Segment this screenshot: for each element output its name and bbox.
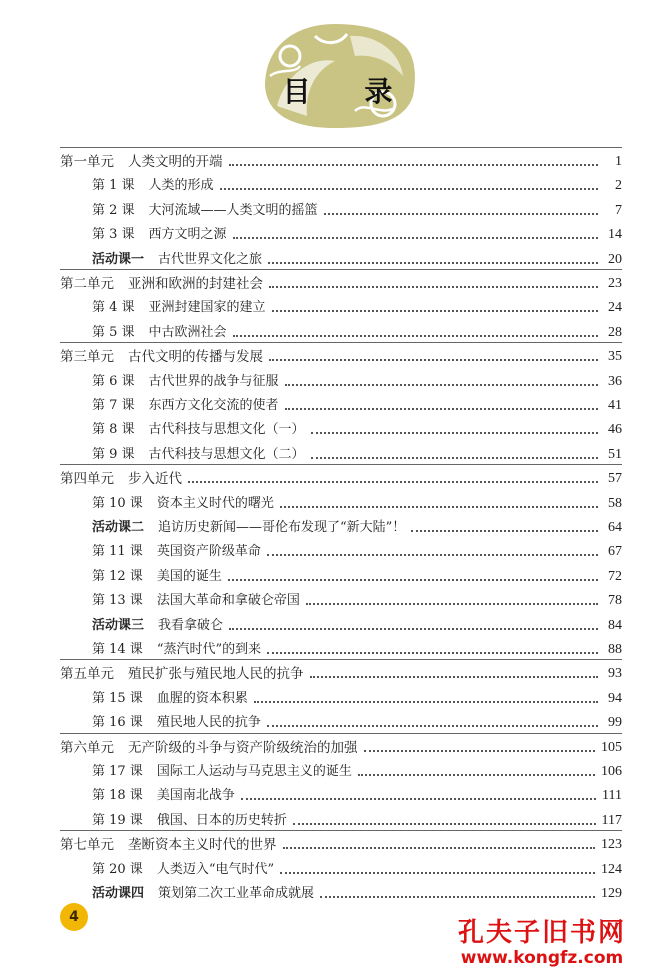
- toc-entry-lesson[interactable]: [92, 707, 622, 731]
- toc-entry-page: 41: [608, 398, 622, 413]
- toc-entry-lesson[interactable]: [92, 195, 622, 219]
- toc-entry-title: 古代世界文化之旅: [158, 251, 263, 267]
- toc-entry-title: 亚洲和欧洲的封建社会: [128, 276, 263, 292]
- page-number-badge: 4: [60, 903, 88, 931]
- toc-entry-title: 步入近代: [128, 471, 182, 488]
- toc-entry-page: 99: [608, 715, 622, 731]
- toc-entry-page: 111: [602, 788, 622, 804]
- toc-entry-lesson[interactable]: [92, 634, 622, 658]
- toc-leader-dots: [241, 798, 596, 800]
- toc-entry-lesson[interactable]: [92, 317, 622, 341]
- toc-leader-dots: [280, 872, 595, 874]
- toc-entry-number: 第 4 课: [92, 300, 135, 316]
- toc-entry-lesson[interactable]: [92, 488, 622, 512]
- toc-entry-number: 第 10 课: [92, 495, 143, 511]
- toc-entry-page: 94: [608, 690, 622, 706]
- toc-entry-number: 第 8 课: [92, 422, 135, 438]
- toc-entry-unit[interactable]: [60, 463, 622, 487]
- toc-entry-page: 2: [615, 178, 622, 194]
- toc-entry-number: 第 11 课: [92, 544, 143, 560]
- toc-leader-dots: [358, 774, 595, 776]
- toc-entry-page: 1: [615, 154, 622, 169]
- toc-entry-unit[interactable]: [60, 829, 622, 853]
- toc-entry-title: 无产阶级的斗争与资产阶级统治的加强: [128, 739, 358, 756]
- toc-entry-title: 血腥的资本积累: [156, 690, 248, 706]
- toc-entry-page: 64: [608, 520, 622, 535]
- toc-entry-number: 活动课二: [92, 520, 145, 535]
- toc-leader-dots: [267, 652, 598, 654]
- toc-entry-lesson[interactable]: [92, 805, 622, 829]
- toc-entry-page: 51: [608, 446, 622, 462]
- toc-entry-title: 人类迈入“电气时代”: [156, 861, 275, 877]
- toc-entry-title: 我看拿破仑: [158, 617, 224, 633]
- toc-entry-lesson[interactable]: [92, 439, 622, 463]
- toc-leader-dots: [267, 554, 598, 556]
- toc-entry-page: 35: [608, 349, 622, 365]
- toc-entry-title: 古代世界的战争与征服: [148, 373, 279, 389]
- toc-entry-lesson[interactable]: [92, 170, 622, 194]
- toc-entry-unit[interactable]: [60, 658, 622, 682]
- toc-entry-lesson[interactable]: [92, 390, 622, 414]
- toc-entry-number: 第 13 课: [92, 593, 143, 609]
- toc-entry-page: 106: [601, 764, 622, 779]
- toc-entry-title: 人类的形成: [148, 178, 214, 194]
- toc-entry-activity[interactable]: [92, 244, 622, 268]
- toc-leader-dots: [324, 213, 598, 215]
- toc-entry-page: 78: [608, 593, 622, 609]
- toc-entry-page: 124: [601, 861, 622, 877]
- toc-entry-number: 第五单元: [60, 666, 114, 683]
- toc-entry-page: 88: [608, 642, 622, 657]
- watermark-name: 孔夫子旧书网: [457, 918, 626, 948]
- toc-entry-lesson[interactable]: [92, 683, 622, 707]
- toc-entry-title: 古代科技与思想文化（一）: [148, 422, 305, 438]
- toc-entry-unit[interactable]: [60, 732, 622, 756]
- toc-entry-page: 57: [608, 471, 622, 487]
- toc-entry-lesson[interactable]: [92, 561, 622, 585]
- toc-leader-dots: [364, 750, 596, 752]
- toc-leader-dots: [306, 603, 598, 605]
- toc-leader-dots: [233, 237, 598, 239]
- toc-leader-dots: [283, 847, 596, 849]
- toc-entry-number: 第 15 课: [92, 690, 143, 706]
- toc-entry-page: 14: [608, 227, 622, 243]
- toc-leader-dots: [285, 408, 598, 410]
- toc-entry-title: 美国的诞生: [156, 568, 222, 584]
- toc-entry-activity[interactable]: [92, 878, 622, 902]
- toc-entry-number: 第三单元: [60, 349, 114, 366]
- toc-leader-dots: [228, 579, 598, 581]
- toc-entry-page: 7: [615, 202, 622, 218]
- toc-entry-page: 72: [608, 568, 622, 584]
- toc-entry-page: 28: [608, 324, 622, 340]
- toc-entry-title: 人类文明的开端: [128, 154, 223, 170]
- toc-entry-number: 第 18 课: [92, 788, 143, 804]
- toc-entry-page: 129: [601, 886, 622, 901]
- toc-leader-dots: [233, 335, 598, 337]
- toc-entry-title: 殖民地人民的抗争: [156, 715, 261, 731]
- toc-leader-dots: [280, 506, 598, 508]
- toc-entry-page: 123: [601, 837, 622, 853]
- toc-entry-number: 第七单元: [60, 837, 114, 854]
- toc-entry-title: 大河流域——人类文明的摇篮: [148, 202, 318, 218]
- toc-entry-page: 84: [608, 617, 622, 633]
- toc-entry-title: 古代科技与思想文化（二）: [148, 446, 305, 462]
- toc-entry-title: 垄断资本主义时代的世界: [128, 837, 277, 854]
- toc-entry-number: 活动课三: [92, 617, 145, 633]
- toc-leader-dots: [269, 359, 598, 361]
- toc-entry-number: 第 6 课: [92, 373, 135, 389]
- toc-entry-number: 第 2 课: [92, 202, 135, 218]
- toc-entry-number: 第 3 课: [92, 227, 135, 243]
- toc-entry-page: 117: [601, 812, 622, 828]
- toc-leader-dots: [269, 286, 598, 288]
- toc-entry-unit[interactable]: [60, 268, 622, 292]
- toc-entry-lesson[interactable]: [92, 414, 622, 438]
- toc-entry-lesson[interactable]: [92, 756, 622, 780]
- toc-entry-title: 亚洲封建国家的建立: [148, 300, 266, 316]
- toc-entry-lesson[interactable]: [92, 854, 622, 878]
- toc-entry-number: 第一单元: [60, 154, 114, 170]
- toc-entry-lesson[interactable]: [92, 536, 622, 560]
- toc-entry-page: 23: [608, 276, 622, 291]
- toc-leader-dots: [311, 457, 598, 459]
- toc-entry-page: 93: [608, 666, 622, 682]
- toc-entry-title: 中古欧洲社会: [148, 324, 227, 340]
- toc-entry-number: 第 12 课: [92, 568, 143, 584]
- page-title: 目 录: [282, 75, 415, 108]
- toc-entry-title: 追访历史新闻——哥伦布发现了“新大陆”！: [158, 520, 406, 535]
- toc-leader-dots: [254, 701, 598, 703]
- toc-entry-number: 第 5 课: [92, 324, 135, 340]
- toc-entry-number: 第 19 课: [92, 812, 143, 828]
- toc-entry-lesson[interactable]: [92, 219, 622, 243]
- toc-entry-number: 第 14 课: [92, 642, 143, 657]
- toc-entry-title: 俄国、日本的历史转折: [156, 812, 287, 828]
- toc-entry-title: 西方文明之源: [148, 227, 227, 243]
- toc-leader-dots: [411, 530, 598, 532]
- toc-entry-activity[interactable]: [92, 512, 622, 536]
- toc-entry-number: 活动课一: [92, 251, 145, 267]
- toc-leader-dots: [285, 384, 598, 386]
- toc-leader-dots: [293, 823, 596, 825]
- toc-leader-dots: [220, 188, 598, 190]
- toc-leader-dots: [320, 896, 595, 898]
- watermark: [458, 918, 626, 968]
- toc-entry-number: 第二单元: [60, 276, 114, 292]
- toc-entry-page: 46: [608, 422, 622, 438]
- toc-entry-page: 20: [608, 251, 622, 267]
- toc-entry-title: 东西方文化交流的使者: [148, 398, 279, 413]
- toc-entry-page: 67: [608, 544, 622, 560]
- toc-entry-lesson[interactable]: [92, 585, 622, 609]
- toc-entry-lesson[interactable]: [92, 780, 622, 804]
- toc-entry-number: 第 7 课: [92, 398, 135, 413]
- toc-entry-lesson[interactable]: [92, 366, 622, 390]
- toc-entry-number: 第 17 课: [92, 764, 143, 779]
- toc-entry-title: 法国大革命和拿破仑帝国: [156, 593, 300, 609]
- toc-entry-lesson[interactable]: [92, 292, 622, 316]
- toc-entry-activity[interactable]: [92, 610, 622, 634]
- toc-entry-number: 第 16 课: [92, 715, 143, 731]
- toc-entry-page: 36: [608, 373, 622, 389]
- toc-entry-title: 古代文明的传播与发展: [128, 349, 263, 366]
- toc-entry-number: 活动课四: [92, 886, 145, 901]
- toc-entry-title: 资本主义时代的曙光: [156, 495, 274, 511]
- watermark-url: www.kongfz.com: [460, 948, 624, 968]
- toc-entry-title: 策划第二次工业革命成就展: [158, 886, 315, 901]
- toc-entry-number: 第四单元: [60, 471, 114, 488]
- toc-entry-title: 殖民扩张与殖民地人民的抗争: [128, 666, 304, 683]
- toc-leader-dots: [229, 164, 599, 166]
- toc-entry-title: 国际工人运动与马克思主义的诞生: [156, 764, 352, 779]
- toc-entry-unit[interactable]: [60, 341, 622, 365]
- toc-entry-number: 第 1 课: [92, 178, 135, 194]
- toc-leader-dots: [229, 628, 598, 630]
- toc-entry-number: 第 20 课: [92, 861, 143, 877]
- toc-entry-page: 105: [601, 739, 622, 755]
- toc-entry-title: 美国南北战争: [156, 788, 235, 804]
- toc-entry-title: 英国资产阶级革命: [156, 544, 261, 560]
- toc-entry-title: “蒸汽时代”的到来: [156, 642, 262, 657]
- toc-leader-dots: [267, 725, 598, 727]
- toc-leader-dots: [272, 310, 598, 312]
- toc-entry-unit[interactable]: [60, 146, 622, 170]
- toc-leader-dots: [188, 481, 598, 483]
- toc-entry-number: 第 9 课: [92, 446, 135, 462]
- toc-entry-page: 58: [608, 495, 622, 511]
- toc-leader-dots: [311, 432, 598, 434]
- toc-entry-number: 第六单元: [60, 739, 114, 756]
- toc-entry-page: 24: [608, 300, 622, 316]
- toc-leader-dots: [310, 676, 599, 678]
- toc-leader-dots: [268, 262, 598, 264]
